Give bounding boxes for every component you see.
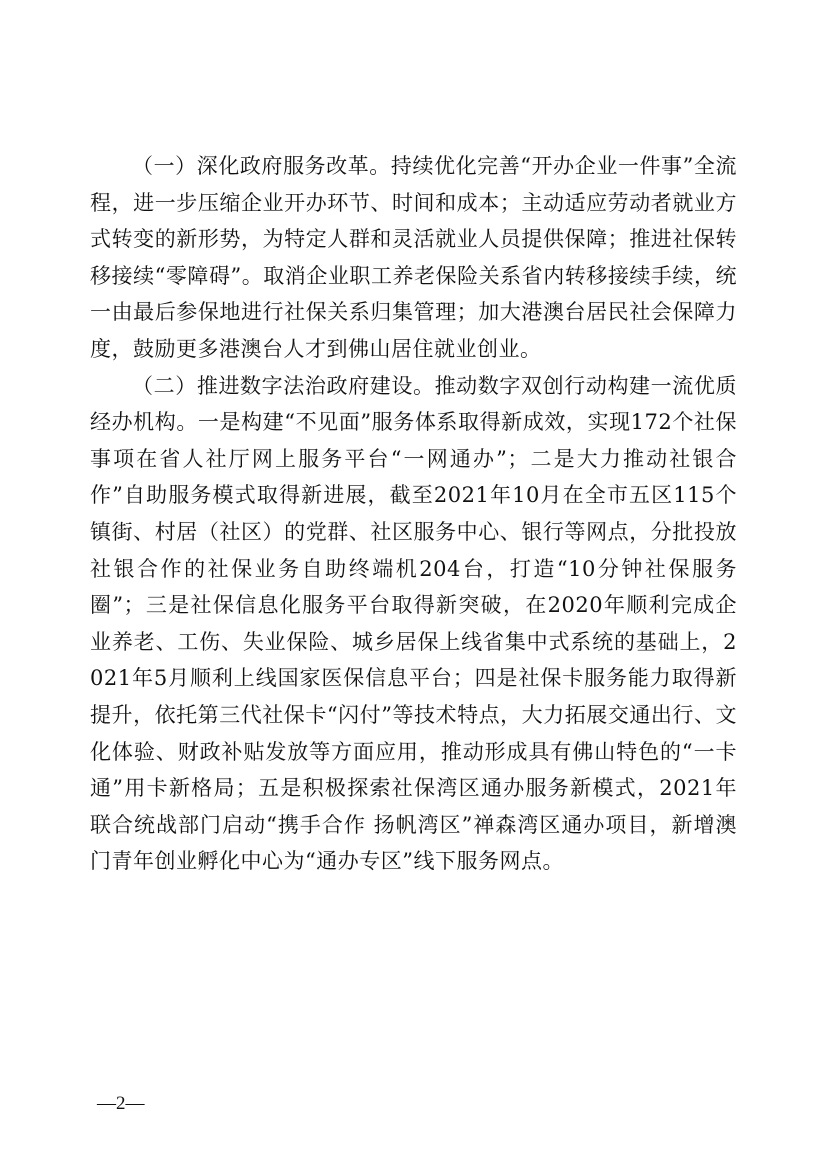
paragraph-digital-government [90,368,737,880]
paragraph-heading: （二）推进数字法治政府建设。 [132,373,435,398]
paragraph-body: 持续优化完善“开办企业一件事”全流程，进一步压缩企业开办环节、时间和成本；主动适应劳动者就业方式转变的新形势，为特定人群和灵活就业人员提供保障；推进社保转移接续“零障碍”。取消企业职工养老保险关系省内转移接续手续，统一由最后参保地进行社保关系归集管理；加大港澳台居民社会保障力度，鼓励更多港澳台人才到佛山居住就业创业。 [90,154,737,361]
paragraph-service-reform [90,148,737,368]
paragraph-body: 推动数字双创行动构建一流优质经办机构。一是构建“不见面”服务体系取得新成效，实现172个社保事项在省人社厅网上服务平台“一网通办”；二是大力推动社银合作”自助服务模式取得新进展，截至2021年10月在全市五区115个镇街、村居（社区）的党群、社区服务中心、银行等网点，分批投放社银合作的社保业务自助终端机204台，打造“10分钟社保服务圈”；三是社保信息化服务平台取得新突破，在2020年顺利完成企业养老、工伤、失业保险、城乡居保上线省集中式系统的基础上，2021年5月顺利上线国家医保信息平台；四是社保卡服务能力取得新提升，依托第三代社保卡“闪付”等技术特点，大力拓展交通出行、文化体验、财政补贴发放等方面应用，推动形成具有佛山特色的“一卡通”用卡新格局；五是积极探索社保湾区通办服务新模式，2021年联合统战部门启动“携手合作 扬帆湾区”禅森湾区通办项目，新增澳门青年创业孵化中心为“通办专区”线下服务网点。 [90,373,738,874]
page-number: —2— [97,1093,145,1114]
paragraph-heading: （一）深化政府服务改革。 [132,154,391,178]
body-text [90,148,737,880]
